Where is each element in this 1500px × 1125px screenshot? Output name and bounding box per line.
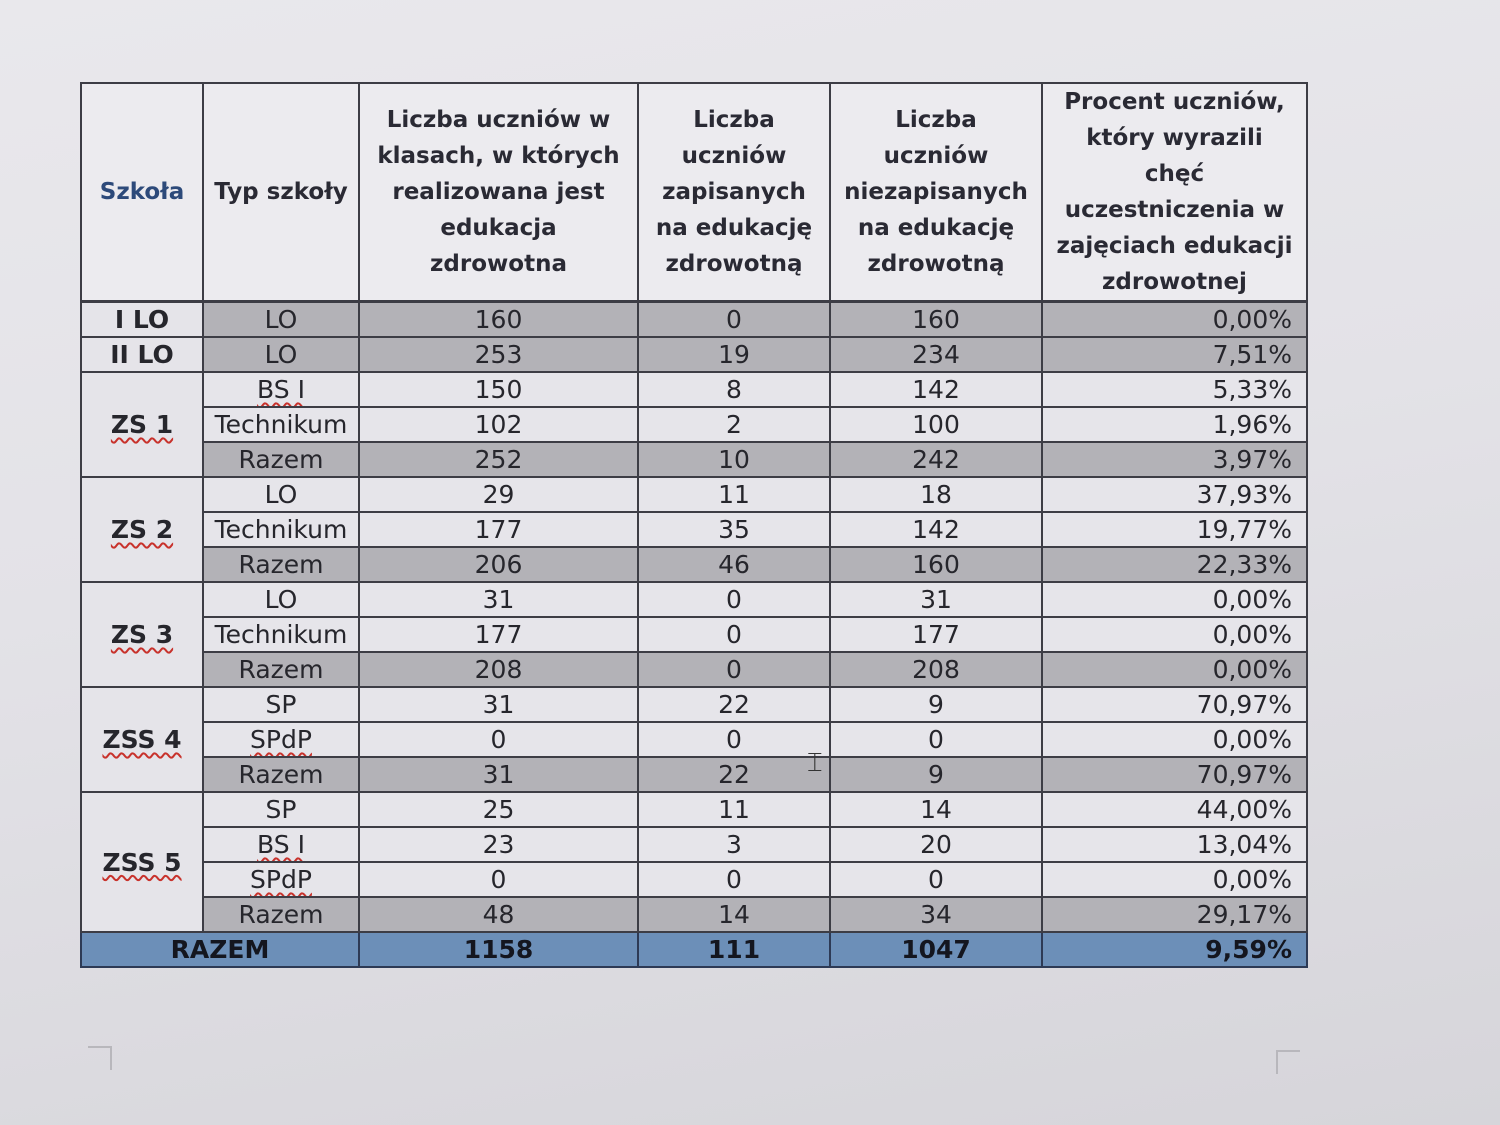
type-cell[interactable]: Technikum: [203, 512, 359, 547]
type-cell[interactable]: [203, 722, 359, 757]
not-enrolled-cell[interactable]: 18: [830, 477, 1042, 512]
percent-cell[interactable]: 0,00%: [1042, 302, 1307, 338]
school-label: ZSS 4: [102, 725, 182, 754]
not-enrolled-cell[interactable]: 142: [830, 512, 1042, 547]
school-cell[interactable]: [81, 477, 203, 582]
school-cell[interactable]: [81, 582, 203, 687]
header-school[interactable]: Szkoła: [81, 83, 203, 302]
grand-total-label[interactable]: RAZEM: [81, 932, 359, 967]
enrolled-cell[interactable]: 2: [638, 407, 830, 442]
not-enrolled-cell[interactable]: 20: [830, 827, 1042, 862]
type-cell[interactable]: Razem: [203, 442, 359, 477]
page-margin-corner-right: [1276, 1050, 1300, 1074]
school-label: ZS 2: [110, 515, 174, 544]
enrolled-cell[interactable]: 0: [638, 582, 830, 617]
type-cell[interactable]: [203, 372, 359, 407]
not-enrolled-cell[interactable]: 34: [830, 897, 1042, 932]
enrolled-cell[interactable]: 35: [638, 512, 830, 547]
page-margin-corner-left: [88, 1046, 112, 1070]
type-cell[interactable]: [203, 862, 359, 897]
header-type[interactable]: Typ szkoły: [203, 83, 359, 302]
percent-cell[interactable]: 70,97%: [1042, 757, 1307, 792]
header-enrolled[interactable]: Liczba uczniów zapisanych na edukację zdrowotną: [638, 83, 830, 302]
enrolled-cell[interactable]: 3: [638, 827, 830, 862]
type-label: SPdP: [250, 725, 312, 754]
percent-cell[interactable]: 0,00%: [1042, 582, 1307, 617]
percent-cell[interactable]: 37,93%: [1042, 477, 1307, 512]
enrolled-cell[interactable]: 0: [638, 862, 830, 897]
school-cell[interactable]: [81, 792, 203, 932]
type-cell[interactable]: LO: [203, 477, 359, 512]
not-enrolled-cell[interactable]: 0: [830, 862, 1042, 897]
table-row: [81, 687, 1307, 722]
enrolled-cell[interactable]: 46: [638, 547, 830, 582]
percent-cell[interactable]: 0,00%: [1042, 722, 1307, 757]
table-row: [81, 477, 1307, 512]
health-education-table: [80, 82, 1308, 968]
enrolled-cell[interactable]: 10: [638, 442, 830, 477]
type-cell[interactable]: LO: [203, 337, 359, 372]
subtotal-row: [81, 652, 1307, 687]
percent-cell[interactable]: 1,96%: [1042, 407, 1307, 442]
type-cell[interactable]: Razem: [203, 757, 359, 792]
not-enrolled-cell[interactable]: 177: [830, 617, 1042, 652]
percent-cell[interactable]: 0,00%: [1042, 652, 1307, 687]
percent-cell[interactable]: 70,97%: [1042, 687, 1307, 722]
enrolled-cell[interactable]: 22: [638, 687, 830, 722]
percent-cell[interactable]: 22,33%: [1042, 547, 1307, 582]
not-enrolled-cell[interactable]: 9: [830, 757, 1042, 792]
text-cursor-icon: ⌶: [807, 748, 823, 778]
percent-cell[interactable]: 13,04%: [1042, 827, 1307, 862]
total-cell[interactable]: 31: [359, 757, 638, 792]
header-row: [81, 83, 1307, 302]
percent-cell[interactable]: 0,00%: [1042, 617, 1307, 652]
percent-cell[interactable]: 0,00%: [1042, 862, 1307, 897]
type-cell[interactable]: [203, 827, 359, 862]
school-label: ZSS 5: [102, 847, 182, 877]
enrolled-cell[interactable]: 22: [638, 757, 830, 792]
school-label: ZS 1: [110, 410, 174, 439]
header-percent[interactable]: Procent uczniów, który wyrazili chęć uczestniczenia w zajęciach edukacji zdrowotnej: [1042, 83, 1307, 302]
total-cell[interactable]: 102: [359, 407, 638, 442]
percent-cell[interactable]: 7,51%: [1042, 337, 1307, 372]
table-row: [81, 862, 1307, 897]
school-cell[interactable]: [81, 687, 203, 792]
not-enrolled-cell[interactable]: 14: [830, 792, 1042, 827]
type-cell[interactable]: SP: [203, 687, 359, 722]
table-row: [81, 337, 1307, 372]
table-row: [81, 722, 1307, 757]
percent-cell[interactable]: 19,77%: [1042, 512, 1307, 547]
grand-total-row: [81, 932, 1307, 967]
spreadsheet-document: [80, 82, 1306, 968]
enrolled-cell[interactable]: 11: [638, 792, 830, 827]
total-cell[interactable]: 0: [359, 862, 638, 897]
percent-cell[interactable]: 44,00%: [1042, 792, 1307, 827]
subtotal-row: [81, 547, 1307, 582]
total-cell[interactable]: 48: [359, 897, 638, 932]
table-row: [81, 617, 1307, 652]
total-cell[interactable]: 29: [359, 477, 638, 512]
table-row: [81, 827, 1307, 862]
not-enrolled-cell[interactable]: 234: [830, 337, 1042, 372]
type-cell[interactable]: Razem: [203, 547, 359, 582]
type-cell[interactable]: LO: [203, 302, 359, 338]
type-cell[interactable]: Razem: [203, 897, 359, 932]
not-enrolled-cell[interactable]: 160: [830, 302, 1042, 338]
type-cell[interactable]: LO: [203, 582, 359, 617]
not-enrolled-cell[interactable]: 242: [830, 442, 1042, 477]
table-row: [81, 407, 1307, 442]
type-label: BS I: [257, 830, 305, 859]
type-label: SPdP: [250, 865, 312, 894]
school-cell[interactable]: [81, 372, 203, 477]
table-row: [81, 302, 1307, 338]
not-enrolled-cell[interactable]: 100: [830, 407, 1042, 442]
type-cell[interactable]: Razem: [203, 652, 359, 687]
table-row: [81, 512, 1307, 547]
enrolled-cell[interactable]: 0: [638, 302, 830, 338]
enrolled-cell[interactable]: 11: [638, 477, 830, 512]
not-enrolled-cell[interactable]: 31: [830, 582, 1042, 617]
percent-cell[interactable]: 3,97%: [1042, 442, 1307, 477]
total-cell[interactable]: 0: [359, 722, 638, 757]
header-students-total[interactable]: Liczba uczniów w klasach, w których realizowana jest edukacja zdrowotna: [359, 83, 638, 302]
total-cell[interactable]: 208: [359, 652, 638, 687]
subtotal-row: [81, 442, 1307, 477]
total-cell[interactable]: 177: [359, 512, 638, 547]
total-cell[interactable]: 31: [359, 687, 638, 722]
table-row: [81, 792, 1307, 827]
not-enrolled-cell[interactable]: 0: [830, 722, 1042, 757]
enrolled-cell[interactable]: 8: [638, 372, 830, 407]
table-row: [81, 582, 1307, 617]
subtotal-row: [81, 897, 1307, 932]
percent-cell[interactable]: 29,17%: [1042, 897, 1307, 932]
grand-total-not-enrolled[interactable]: 1047: [830, 932, 1042, 967]
school-cell[interactable]: II LO: [81, 337, 203, 372]
header-not-enrolled[interactable]: Liczba uczniów niezapisanych na edukację zdrowotną: [830, 83, 1042, 302]
enrolled-cell[interactable]: 14: [638, 897, 830, 932]
total-cell[interactable]: 253: [359, 337, 638, 372]
school-label: ZS 3: [110, 620, 174, 649]
grand-total-percent[interactable]: 9,59%: [1042, 932, 1307, 967]
total-cell[interactable]: 150: [359, 372, 638, 407]
enrolled-cell[interactable]: 0: [638, 722, 830, 757]
school-cell[interactable]: I LO: [81, 302, 203, 338]
enrolled-cell[interactable]: 0: [638, 617, 830, 652]
not-enrolled-cell[interactable]: 208: [830, 652, 1042, 687]
type-cell[interactable]: SP: [203, 792, 359, 827]
enrolled-cell[interactable]: 0: [638, 652, 830, 687]
total-cell[interactable]: 160: [359, 302, 638, 338]
type-cell[interactable]: Technikum: [203, 407, 359, 442]
subtotal-row: [81, 757, 1307, 792]
not-enrolled-cell[interactable]: 9: [830, 687, 1042, 722]
total-cell[interactable]: 23: [359, 827, 638, 862]
total-cell[interactable]: 25: [359, 792, 638, 827]
grand-total-students[interactable]: 1158: [359, 932, 638, 967]
type-label: BS I: [257, 375, 305, 404]
enrolled-cell[interactable]: 19: [638, 337, 830, 372]
total-cell[interactable]: 31: [359, 582, 638, 617]
percent-cell[interactable]: 5,33%: [1042, 372, 1307, 407]
table-row: [81, 372, 1307, 407]
total-cell[interactable]: 252: [359, 442, 638, 477]
type-cell[interactable]: Technikum: [203, 617, 359, 652]
not-enrolled-cell[interactable]: 142: [830, 372, 1042, 407]
total-cell[interactable]: 206: [359, 547, 638, 582]
not-enrolled-cell[interactable]: 160: [830, 547, 1042, 582]
total-cell[interactable]: 177: [359, 617, 638, 652]
grand-total-enrolled[interactable]: 111: [638, 932, 830, 967]
